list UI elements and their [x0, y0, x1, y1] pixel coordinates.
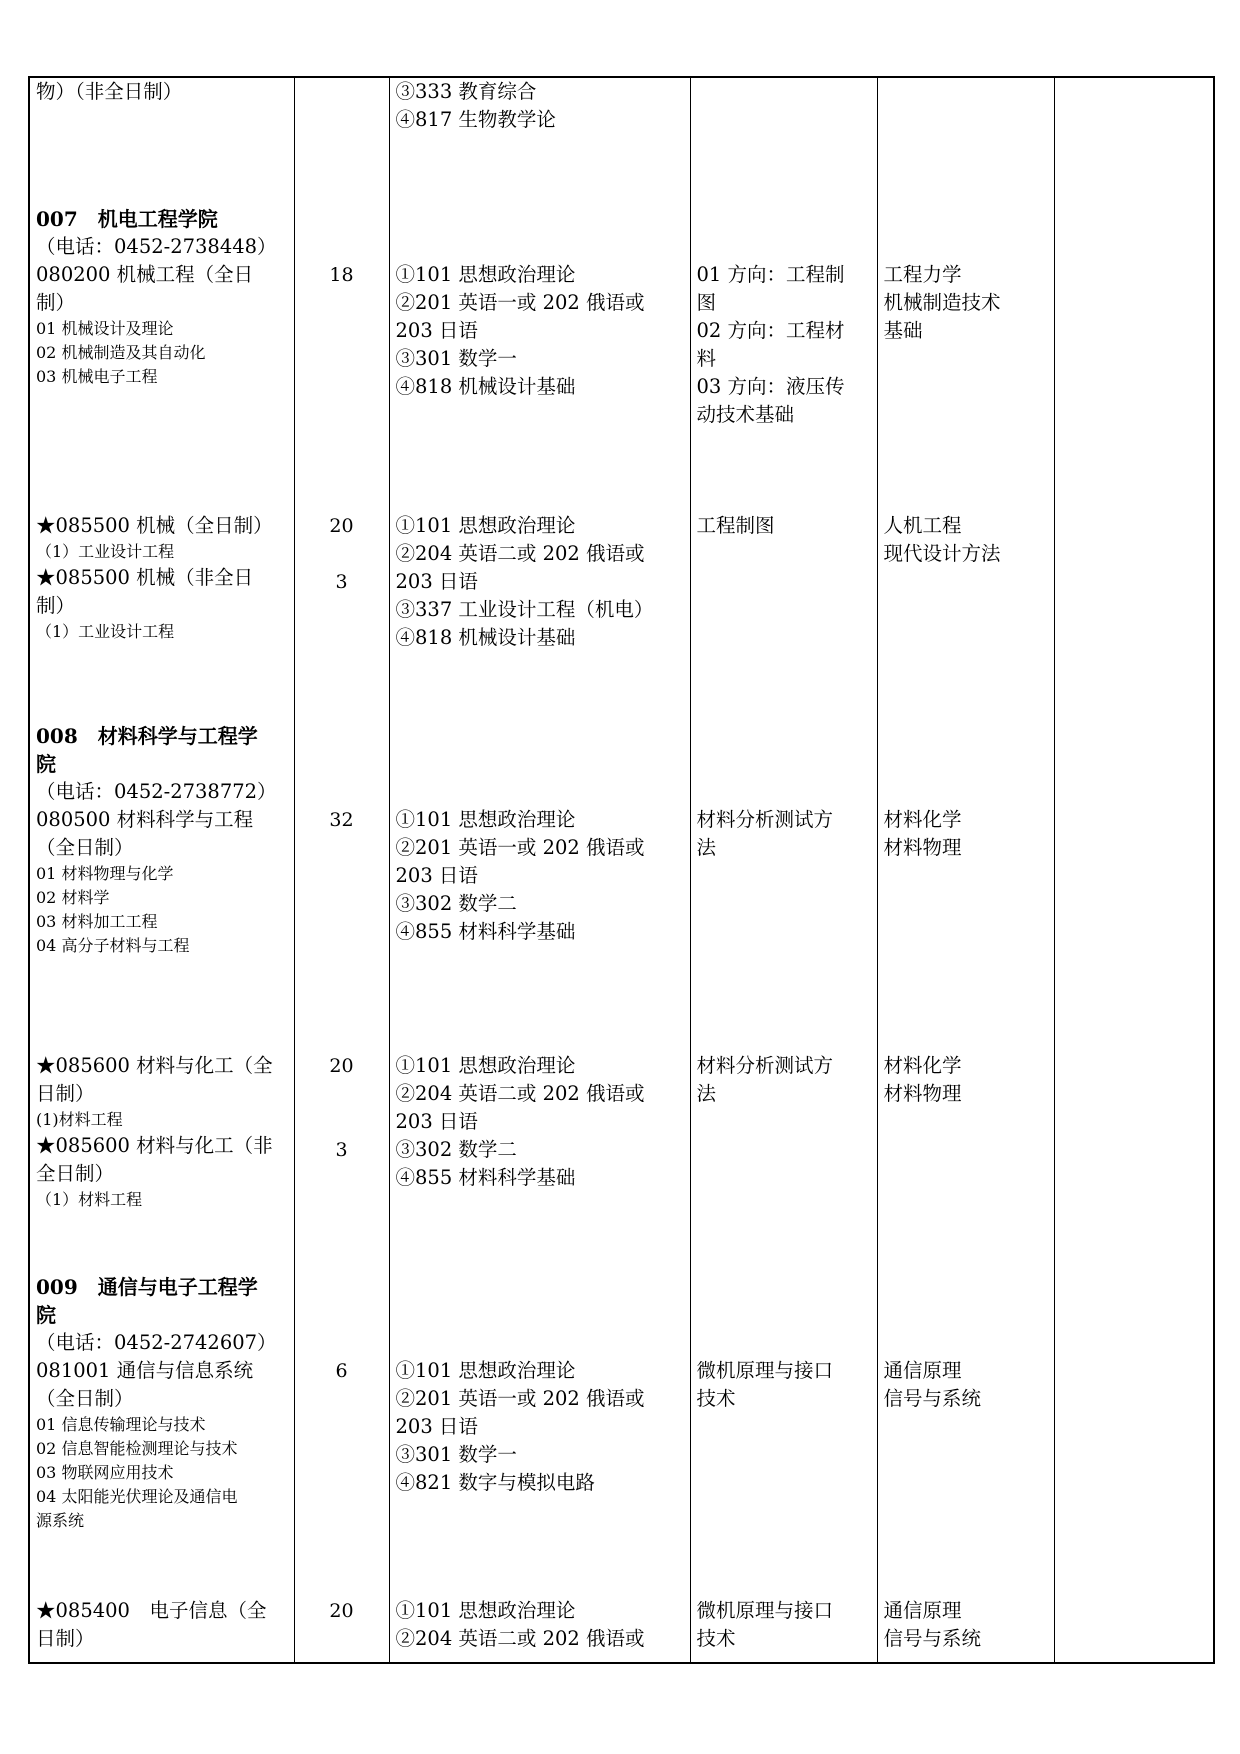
program-cell	[29, 512, 294, 722]
exam-line: ①101 思想政治理论	[395, 263, 576, 286]
quota-value: 20	[329, 515, 354, 537]
retest-cell	[690, 512, 877, 722]
quota-value: 32	[329, 809, 354, 831]
equivalent-line: 信号与系统	[883, 1627, 982, 1650]
retest-line: 01 方向：工程制	[696, 263, 845, 286]
exam-cell	[389, 722, 690, 1052]
retest-line: 法	[696, 836, 717, 859]
exam-line: ①101 思想政治理论	[395, 1599, 576, 1622]
equivalent-line: 材料化学	[883, 1054, 962, 1077]
equivalent-line: 工程力学	[883, 263, 962, 286]
equivalent-line: 通信原理	[883, 1359, 962, 1382]
retest-cell	[690, 1257, 877, 1557]
program-line: 081001 通信与信息系统	[36, 1359, 254, 1382]
exam-line: ①101 思想政治理论	[395, 808, 576, 831]
retest-line: 图	[696, 291, 717, 314]
direction-item: 01 机械设计及理论	[36, 319, 174, 338]
equivalent-cell	[877, 722, 1054, 1052]
retest-line: 微机原理与接口	[696, 1599, 834, 1622]
equivalent-cell	[877, 1052, 1054, 1257]
program-cell	[29, 205, 294, 512]
direction-item: 04 太阳能光伏理论及通信电	[36, 1487, 238, 1506]
program-line: 080200 机械工程（全日	[36, 263, 254, 286]
note-cell	[1054, 1052, 1214, 1257]
direction-item: （1）工业设计工程	[36, 622, 175, 641]
direction-item: 源系统	[36, 1511, 85, 1530]
equivalent-line: 材料化学	[883, 808, 962, 831]
table-row	[29, 1257, 1214, 1557]
program-line: ★085500 机械（全日制）	[36, 514, 273, 537]
equivalent-cell	[877, 1257, 1054, 1557]
retest-line: 微机原理与接口	[696, 1359, 834, 1382]
retest-cell	[690, 1052, 877, 1257]
quota-value: 6	[335, 1360, 348, 1382]
retest-cell	[690, 1557, 877, 1663]
retest-line: 材料分析测试方	[696, 808, 834, 831]
exam-line: ③337 工业设计工程（机电）	[395, 598, 654, 621]
program-cell	[29, 1257, 294, 1557]
exam-line: 203 日语	[395, 319, 478, 342]
note-cell	[1054, 1257, 1214, 1557]
retest-line: 03 方向：液压传	[696, 375, 845, 398]
direction-item: 03 机械电子工程	[36, 367, 158, 386]
exam-cell	[389, 77, 690, 205]
exam-line: ④855 材料科学基础	[395, 1166, 576, 1189]
college-title: 007 机电工程学院	[36, 207, 218, 231]
college-phone: （电话：0452-2742607）	[36, 1331, 277, 1354]
program-line: ★085600 材料与化工（非	[36, 1134, 273, 1157]
table-row	[29, 512, 1214, 722]
program-line: 全日制）	[36, 1162, 115, 1185]
program-line: 日制）	[36, 1082, 95, 1105]
exam-cell	[389, 1052, 690, 1257]
quota-value: 20	[329, 1600, 354, 1622]
retest-cell	[690, 77, 877, 205]
exam-cell	[389, 1557, 690, 1663]
college-title-cont: 院	[36, 1303, 56, 1327]
note-cell	[1054, 722, 1214, 1052]
exam-line: 203 日语	[395, 864, 478, 887]
exam-line: ④818 机械设计基础	[395, 375, 576, 398]
direction-item: 01 信息传输理论与技术	[36, 1415, 206, 1434]
program-line: （全日制）	[36, 836, 134, 859]
retest-line: 法	[696, 1082, 717, 1105]
retest-line: 工程制图	[696, 514, 775, 537]
equivalent-cell	[877, 512, 1054, 722]
exam-line: 203 日语	[395, 570, 478, 593]
exam-line: ④855 材料科学基础	[395, 920, 576, 943]
equivalent-line: 材料物理	[883, 836, 962, 859]
note-cell	[1054, 77, 1214, 205]
exam-line: ④821 数字与模拟电路	[395, 1471, 595, 1494]
retest-line: 材料分析测试方	[696, 1054, 834, 1077]
retest-line: 02 方向：工程材	[696, 319, 845, 342]
quota-cell	[294, 1257, 389, 1557]
college-phone: （电话：0452-2738448）	[36, 235, 277, 258]
retest-line: 动技术基础	[696, 403, 795, 426]
retest-line: 料	[696, 347, 717, 370]
equivalent-line: 信号与系统	[883, 1387, 982, 1410]
exam-line: 203 日语	[395, 1110, 478, 1133]
quota-value: 3	[335, 1139, 348, 1161]
program-line: ★085600 材料与化工（全	[36, 1054, 273, 1077]
direction-item: 02 材料学	[36, 888, 110, 907]
program-line: 日制）	[36, 1627, 95, 1650]
equivalent-cell	[877, 205, 1054, 512]
equivalent-cell	[877, 77, 1054, 205]
direction-item: 03 物联网应用技术	[36, 1463, 174, 1482]
exam-line: ②204 英语二或 202 俄语或	[395, 542, 645, 565]
retest-cell	[690, 722, 877, 1052]
exam-line: ②201 英语一或 202 俄语或	[395, 291, 645, 314]
program-cell	[29, 722, 294, 1052]
program-line: 制）	[36, 291, 76, 314]
program-cell	[29, 77, 294, 205]
equivalent-line: 材料物理	[883, 1082, 962, 1105]
direction-item: （1）材料工程	[36, 1190, 143, 1209]
exam-line: ③333 教育综合	[395, 80, 537, 103]
table-row	[29, 1557, 1214, 1663]
exam-line: ③301 数学一	[395, 347, 517, 370]
table-row	[29, 722, 1214, 1052]
quota-cell	[294, 1052, 389, 1257]
exam-cell	[389, 512, 690, 722]
quota-cell	[294, 512, 389, 722]
exam-line: ②201 英语一或 202 俄语或	[395, 1387, 645, 1410]
program-line: 080500 材料科学与工程	[36, 808, 254, 831]
program-line: ★085500 机械（非全日	[36, 566, 254, 589]
quota-value: 3	[335, 571, 348, 593]
college-title: 009 通信与电子工程学	[36, 1275, 258, 1299]
program-line: 物）（非全日制）	[36, 80, 183, 103]
note-cell	[1054, 512, 1214, 722]
exam-line: ③302 数学二	[395, 1138, 517, 1161]
program-line: （全日制）	[36, 1387, 134, 1410]
note-cell	[1054, 205, 1214, 512]
quota-cell	[294, 205, 389, 512]
retest-line: 技术	[696, 1627, 736, 1650]
table-row	[29, 205, 1214, 512]
exam-line: ②204 英语二或 202 俄语或	[395, 1082, 645, 1105]
college-title: 008 材料科学与工程学	[36, 724, 258, 748]
program-cell	[29, 1557, 294, 1663]
direction-item: 03 材料加工工程	[36, 912, 158, 931]
direction-item: 02 信息智能检测理论与技术	[36, 1439, 238, 1458]
exam-line: 203 日语	[395, 1415, 478, 1438]
direction-item: 02 机械制造及其自动化	[36, 343, 206, 362]
quota-value: 18	[329, 264, 354, 286]
exam-line: ①101 思想政治理论	[395, 1359, 576, 1382]
exam-line: ④818 机械设计基础	[395, 626, 576, 649]
program-line: ★085400 电子信息（全	[36, 1599, 267, 1622]
college-phone: （电话：0452-2738772）	[36, 780, 277, 803]
equivalent-line: 通信原理	[883, 1599, 962, 1622]
exam-line: ②201 英语一或 202 俄语或	[395, 836, 645, 859]
exam-cell	[389, 205, 690, 512]
direction-item: 01 材料物理与化学	[36, 864, 174, 883]
exam-line: ④817 生物教学论	[395, 108, 556, 131]
retest-line: 技术	[696, 1387, 736, 1410]
equivalent-line: 人机工程	[883, 514, 962, 537]
note-cell	[1054, 1557, 1214, 1663]
exam-line: ②204 英语二或 202 俄语或	[395, 1627, 645, 1650]
table-row	[29, 1052, 1214, 1257]
quota-value: 20	[329, 1055, 354, 1077]
program-cell	[29, 1052, 294, 1257]
exam-line: ③302 数学二	[395, 892, 517, 915]
equivalent-line: 现代设计方法	[883, 542, 1001, 565]
direction-item: （1）工业设计工程	[36, 542, 175, 561]
college-title-cont: 院	[36, 752, 56, 776]
admissions-catalog-table	[28, 76, 1215, 1664]
quota-cell	[294, 77, 389, 205]
direction-item: (1)材料工程	[36, 1110, 123, 1129]
table-row	[29, 77, 1214, 205]
retest-cell	[690, 205, 877, 512]
quota-cell	[294, 722, 389, 1052]
quota-cell	[294, 1557, 389, 1663]
program-line: 制）	[36, 594, 76, 617]
exam-cell	[389, 1257, 690, 1557]
exam-line: ③301 数学一	[395, 1443, 517, 1466]
direction-item: 04 高分子材料与工程	[36, 936, 190, 955]
equivalent-line: 机械制造技术	[883, 291, 1001, 314]
exam-line: ①101 思想政治理论	[395, 1054, 576, 1077]
exam-line: ①101 思想政治理论	[395, 514, 576, 537]
equivalent-line: 基础	[883, 319, 923, 342]
equivalent-cell	[877, 1557, 1054, 1663]
